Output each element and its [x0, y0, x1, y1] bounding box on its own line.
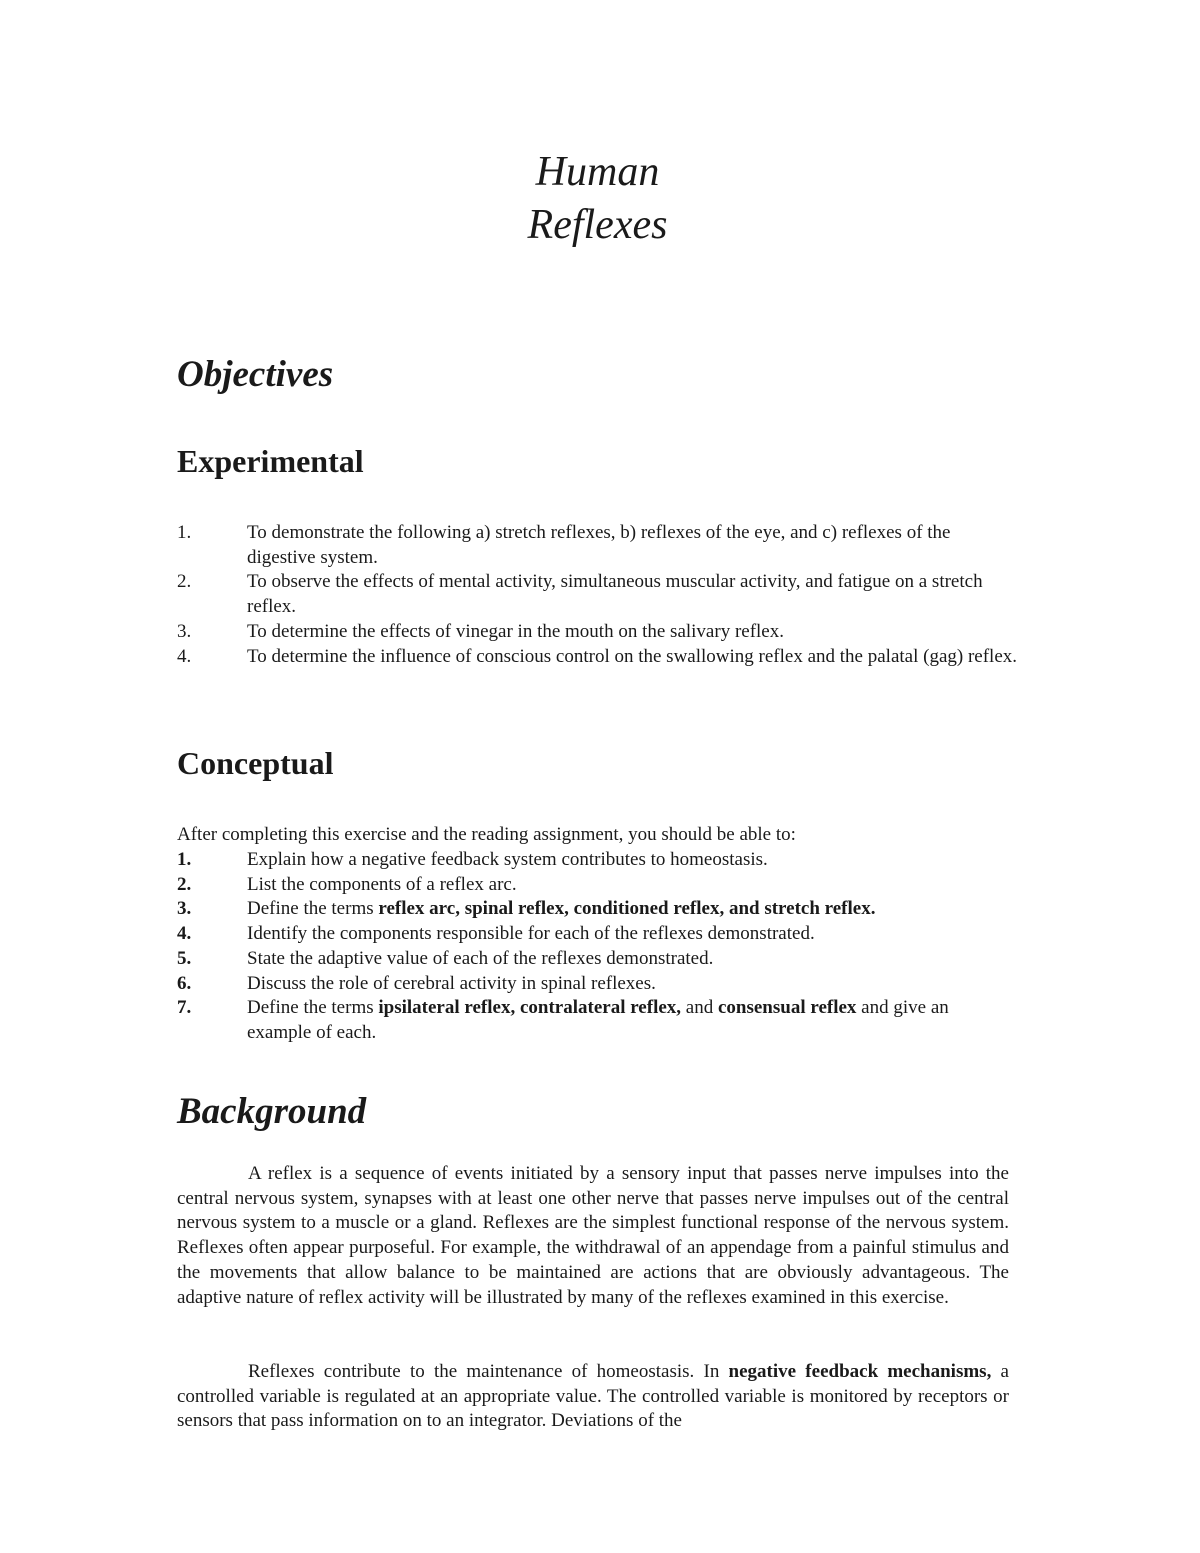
list-item	[177, 873, 1017, 898]
list-item-text: List the components of a reflex arc.	[247, 873, 517, 895]
list-item-text-bold-terms: reflex arc, spinal reflex, conditioned reflex, and stretch reflex.	[378, 898, 876, 920]
list-item	[177, 897, 1017, 922]
list-item-text: To observe the effects of mental activity, simultaneous muscular activity, and fatigue on a stretch reflex.	[247, 571, 983, 618]
list-item-text-plain: and	[681, 997, 718, 1019]
list-item	[177, 620, 1017, 645]
experimental-objectives-list	[177, 521, 1017, 669]
conceptual-heading: Conceptual	[177, 745, 334, 781]
list-item-number: 5.	[177, 947, 192, 969]
list-item-text-plain: Define the terms	[247, 898, 379, 920]
list-item-number: 6.	[177, 972, 192, 994]
list-item-text: Explain how a negative feedback system contributes to homeostasis.	[247, 849, 768, 870]
list-item	[177, 922, 1017, 947]
experimental-heading: Experimental	[177, 443, 364, 479]
list-item-text-plain: Define the terms	[247, 997, 379, 1019]
list-item-text	[247, 897, 1017, 922]
list-item-number: 1.	[177, 522, 192, 543]
list-item-number: 4.	[177, 645, 192, 667]
conceptual-intro: After completing this exercise and the reading assignment, you should be able to:	[177, 824, 796, 845]
list-item-text: To demonstrate the following a) stretch reflexes, b) reflexes of the eye, and c) reflexes of the digestive system.	[247, 522, 951, 568]
list-item-text: Discuss the role of cerebral activity in spinal reflexes.	[247, 972, 656, 994]
list-item-text-bold-terms: consensual reflex	[717, 997, 857, 1019]
paragraph-text-plain: a controlled variable is regulated at an appropriate value. The controlled variable is monitored by receptors or sensors that pass information on to an integrator. Deviations of the	[177, 1361, 1009, 1432]
list-item	[177, 521, 1017, 570]
list-item-number: 3.	[177, 620, 192, 642]
document-title-line-2: Reflexes	[527, 202, 668, 248]
document-title-line-1: Human	[535, 149, 660, 195]
conceptual-objectives-list	[177, 848, 1017, 1046]
list-item-number: 1.	[177, 849, 192, 870]
background-heading: Background	[177, 1091, 367, 1132]
list-item	[177, 947, 1017, 972]
list-item-text: Identify the components responsible for each of the reflexes demonstrated.	[247, 923, 815, 945]
paragraph-text-plain: Reflexes contribute to the maintenance of homeostasis. In	[248, 1361, 729, 1382]
background-paragraph-2	[177, 1360, 1009, 1434]
list-item-text-bold-terms: ipsilateral reflex, contralateral reflex,	[378, 997, 682, 1019]
list-item	[177, 570, 1017, 619]
list-item-text	[247, 996, 1017, 1045]
objectives-heading: Objectives	[177, 354, 334, 395]
list-item-number: 2.	[177, 571, 192, 593]
list-item	[177, 848, 1017, 873]
list-item-number: 7.	[177, 997, 192, 1019]
list-item	[177, 645, 1017, 670]
list-item-text: State the adaptive value of each of the reflexes demonstrated.	[247, 947, 714, 969]
list-item-text: To determine the influence of conscious control on the swallowing reflex and the palatal (gag) reflex.	[247, 645, 1018, 667]
list-item-number: 4.	[177, 923, 192, 945]
list-item-text-plain: and give an example of each.	[247, 997, 949, 1043]
list-item	[177, 972, 1017, 997]
list-item-text: To determine the effects of vinegar in the mouth on the salivary reflex.	[247, 620, 784, 642]
background-paragraph-1: A reflex is a sequence of events initiated by a sensory input that passes nerve impulses into the central nervous system, synapses with at least one other nerve that passes nerve impulses out of the central nervous system to a muscle or a gland. Reflexes are the simplest functional response of the nervous system. Reflexes often appear purposeful. For example, the withdrawal of an appendage from a painful stimulus and the movements that allow balance to be maintained are actions that are obviously advantageous. The adaptive nature of reflex activity will be illustrated by many of the reflexes examined in this exercise.	[177, 1163, 1009, 1308]
list-item-number: 3.	[177, 898, 192, 920]
paragraph-text-bold-term: negative feedback mechanisms,	[728, 1361, 992, 1382]
list-item-number: 2.	[177, 873, 192, 895]
list-item	[177, 996, 1017, 1045]
